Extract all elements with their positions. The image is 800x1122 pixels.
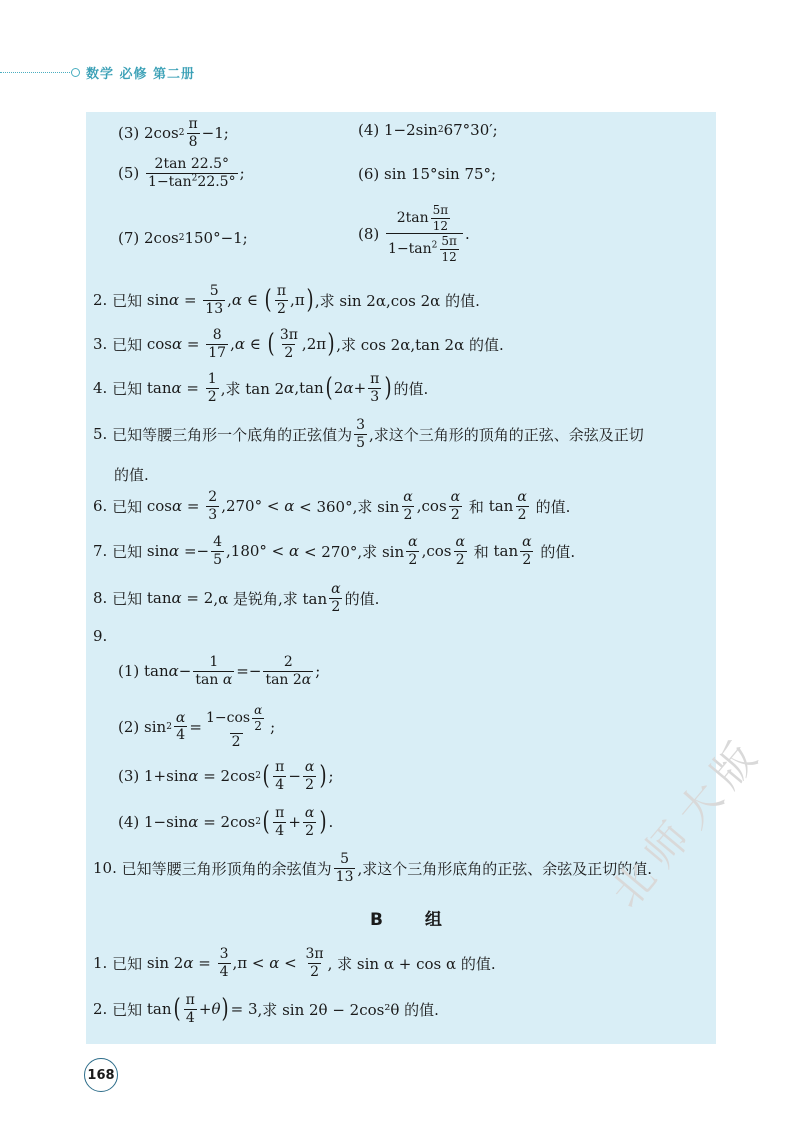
exercise-9-3: (3) 1+sin α = 2cos 2 ( $\frac{\pi}{4}$ − $\frac{\alpha}{2}$ ) ; — [118, 759, 334, 793]
exercise-b-1: 1. 已知 sin 2 α = $\frac{3}{4}$ ,π < α < $\frac{3\pi}{2}$ , 求 sin α + cos α 的值. — [93, 946, 496, 980]
exercise-9-4: (4) 1−sin α = 2cos 2 ( $\frac{\pi}{4}$ + $\frac{\alpha}{2}$ ) . — [118, 805, 334, 839]
exercise-1-5: (5) $\frac{2\tan 22.5^\circ}{1-\tan^222.5^\circ}$ ; — [118, 156, 245, 190]
group-b-title: B 组 — [370, 910, 460, 930]
exercise-1-7: (7) 2cos 2 150°−1; — [118, 229, 248, 247]
page-number: 168 — [84, 1058, 118, 1092]
exercise-8: 8. 已知 tan α = 2 ,α 是锐角,求 tan $\frac{\alpha}{2}$ 的值. — [93, 581, 380, 615]
exercise-7: 7. 已知 sin α =− $\frac{4}{5}$ ,180° < α < 270°,求 sin $\frac{\alpha}{2}$ ,cos $\frac{\alpha}{2}$ 和 tan $\frac{\alpha}{2}$ 的值. — [93, 534, 576, 568]
exercise-9: 9. — [93, 627, 108, 645]
exercise-3: 3. 已知 cos α = $\frac{8}{17}$ , α ∈ ( $\frac{3\pi}{2}$ ,2π ) ,求 cos 2α,tan 2α 的值. — [93, 327, 504, 361]
book-title: 数学 必修 第二册 — [86, 67, 196, 82]
page-header — [0, 62, 800, 86]
exercise-2: 2. 已知 sin α = $\frac{5}{13}$ , α ∈ ( $\frac{\pi}{2}$ ,π ) ,求 sin 2α,cos 2α 的值. — [93, 283, 480, 317]
exercise-9-2: (2) sin 2 $\frac{\alpha}{4}$ = 1−cos $\frac{\alpha}{2}$ 2 ; — [118, 703, 276, 751]
exercise-4: 4. 已知 tan α = $\frac{1}{2}$ ,求 tan 2 α ,tan ( 2 α + $\frac{\pi}{3}$ ) 的值. — [93, 371, 429, 405]
header-circle-icon — [71, 68, 80, 77]
exercise-1-3: (3) 2cos 2 $\frac{\pi}{8}$ −1; — [118, 116, 229, 150]
publisher-watermark: 北师大版 — [601, 725, 773, 917]
exercise-10: 10. 已知等腰三角形顶角的余弦值为 $\frac{5}{13}$ ,求这个三角形底角的正弦、余弦及正切的值. — [93, 851, 653, 885]
exercise-1-4: (4) 1−2sin 2 67°30′; — [358, 121, 498, 139]
exercise-1-8: (8) 2tan $\frac{5\pi}{12}$ $1-\tan^2$ $\frac{5\pi}{12}$ . — [358, 203, 470, 264]
header-dotted-line — [0, 72, 72, 73]
exercise-b-2: 2. 已知 tan ( $\frac{\pi}{4}$ + θ ) = 3 ,求 sin 2θ − 2cos²θ 的值. — [93, 992, 439, 1026]
exercise-5: 5. 已知等腰三角形一个底角的正弦值为 $\frac{3}{5}$ ,求这个三角形的顶角的正弦、余弦及正切 — [93, 417, 644, 451]
exercise-5-cont: 的值. — [114, 466, 149, 484]
exercise-6: 6. 已知 cos α = $\frac{2}{3}$ ,270° < α < 360°,求 sin $\frac{\alpha}{2}$ ,cos $\frac{\alpha}{2}$ 和 tan $\frac{\alpha}{2}$ 的值. — [93, 489, 571, 523]
exercise-9-1: (1) tan α − $\frac{1}{\text{tan α}}$ =− $\frac{2}{\tan 2\alpha}$ ; — [118, 654, 321, 688]
exercise-1-6: (6) sin 15°sin 75°; — [358, 165, 497, 183]
